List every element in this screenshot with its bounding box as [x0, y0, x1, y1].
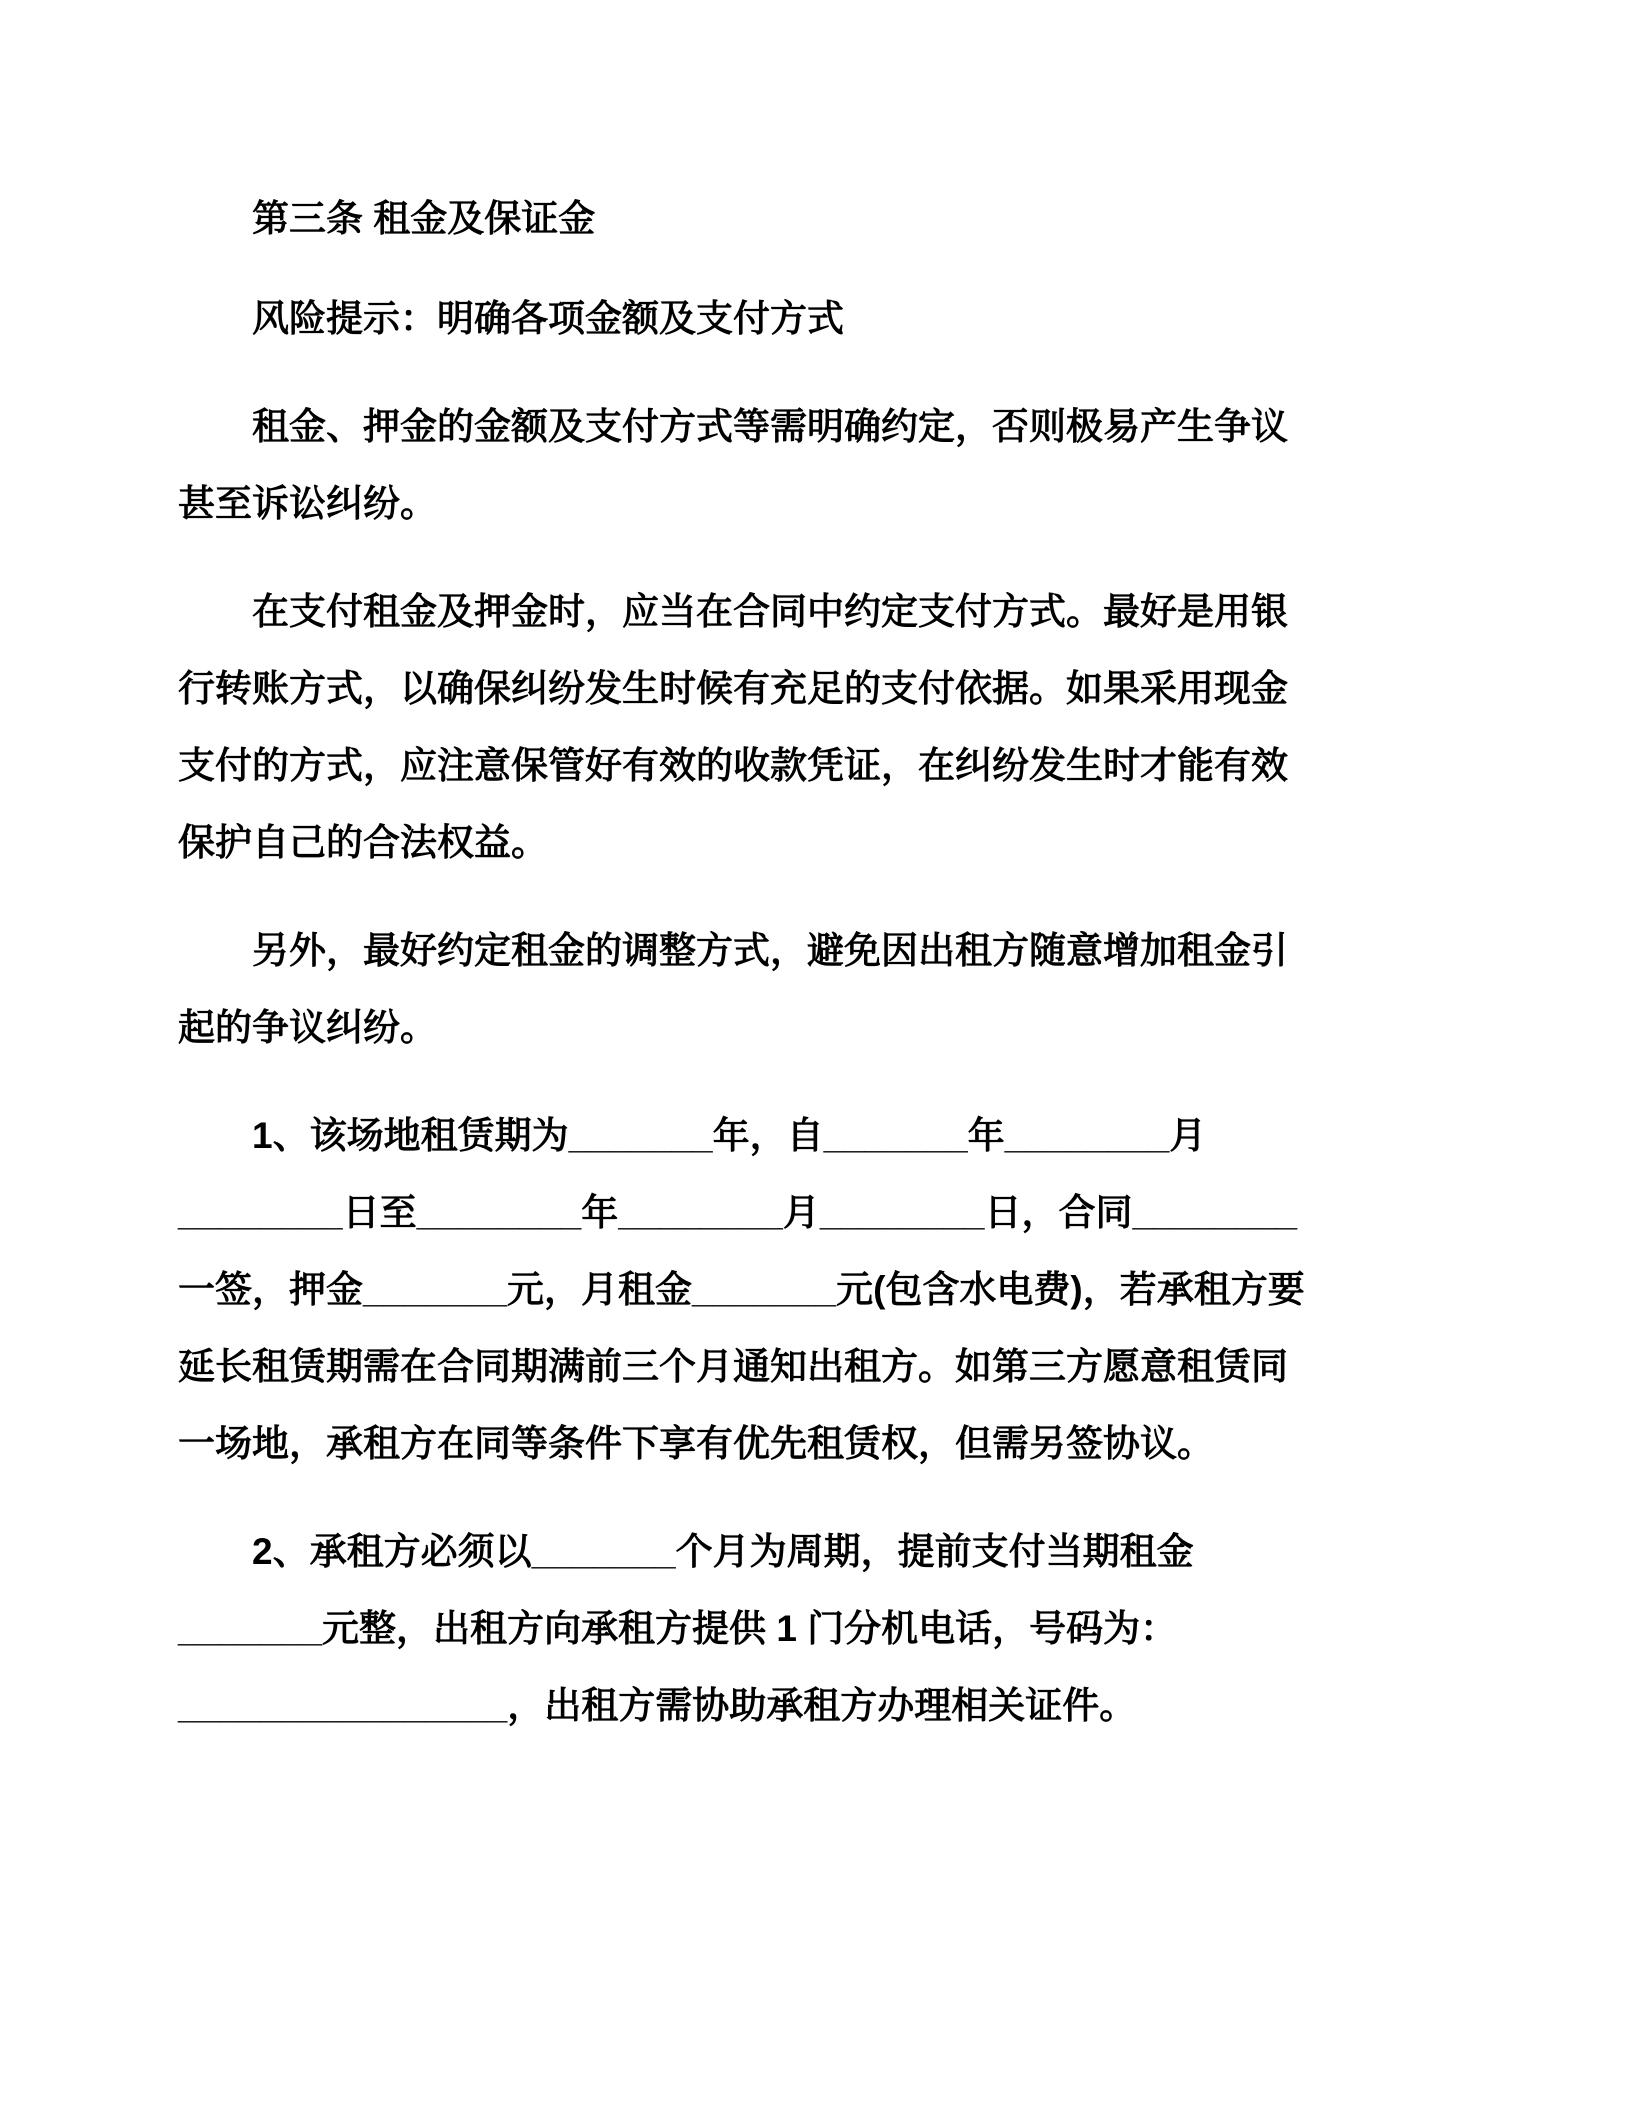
text-line: 租金、押金的金额及支付方式等需明确约定，否则极易产生争议 [252, 406, 1288, 447]
text-line: _______元整，出租方向承租方提供 1 门分机电话，号码为： [178, 1608, 1178, 1649]
paragraph-intro [178, 388, 1462, 542]
text-line: ________________，出租方需协助承租方办理相关证件。 [178, 1685, 1137, 1726]
text-line: 起的争议纠纷。 [178, 1007, 437, 1048]
text-line: 另外，最好约定租金的调整方式，避免因出租方随意增加租金引 [252, 930, 1288, 971]
text-line: 一签，押金_______元，月租金_______元(包含水电费)，若承租方要 [178, 1269, 1305, 1310]
text-line: ________日至________年________月________日，合同________ [178, 1192, 1298, 1233]
text-line: 甚至诉讼纠纷。 [178, 483, 437, 524]
text-line: 1、该场地租赁期为_______年，自_______年________月 [252, 1115, 1207, 1156]
text-line: 2、承租方必须以_______个月为周期，提前支付当期租金 [252, 1531, 1194, 1572]
text-line: 延长租赁期需在合同期满前三个月通知出租方。如第三方愿意租赁同 [178, 1346, 1288, 1387]
paragraph-rent-adjustment [178, 912, 1462, 1066]
clause-item-2 [178, 1513, 1462, 1744]
clause-item-1 [178, 1097, 1462, 1482]
text-line: 行转账方式，以确保纠纷发生时候有充足的支付依据。如果采用现金 [178, 668, 1288, 709]
section-heading: 第三条 租金及保证金 [252, 198, 596, 239]
text-line: 支付的方式，应注意保管好有效的收款凭证，在纠纷发生时才能有效 [178, 745, 1288, 786]
risk-note: 风险提示：明确各项金额及支付方式 [252, 298, 844, 339]
text-line: 一场地，承租方在同等条件下享有优先租赁权，但需另签协议。 [178, 1423, 1214, 1464]
paragraph-payment-method [178, 573, 1462, 881]
text-line: 在支付租金及押金时，应当在合同中约定支付方式。最好是用银 [252, 591, 1288, 632]
text-line: 保护自己的合法权益。 [178, 822, 548, 863]
